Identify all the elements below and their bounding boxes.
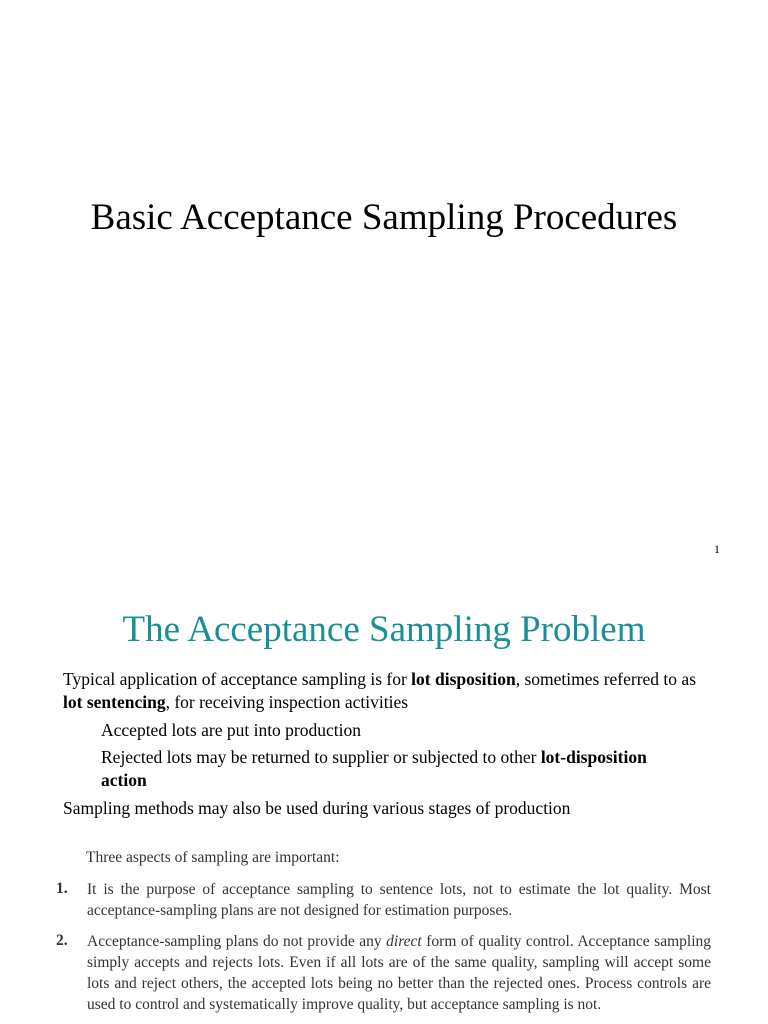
intro-text-3: , for receiving inspection activities — [165, 692, 409, 712]
intro-text-2: , sometimes referred to as — [515, 669, 696, 689]
slide-1-title: Basic Acceptance Sampling Procedures — [90, 197, 678, 238]
rejected-bold-action: lot-disposition action — [101, 747, 647, 790]
accepted-lots-bullet: Accepted lots are put into production — [101, 720, 361, 740]
slide-2 — [0, 580, 768, 1024]
sampling-methods-paragraph: Sampling methods may also be used during various stages of production — [63, 798, 571, 818]
intro-bold-lot-sentencing: lot sentencing — [63, 692, 166, 712]
aspects-intro: Three aspects of sampling are important: — [86, 849, 340, 866]
list-text-2-part-1: Acceptance-sampling plans do not provide any — [87, 933, 387, 950]
intro-paragraph — [63, 668, 703, 714]
intro-bold-lot-disposition: lot disposition — [411, 669, 516, 689]
list-text-2 — [87, 931, 711, 1015]
list-text-1: It is the purpose of acceptance sampling to sentence lots, not to estimate the lot quality. Most acceptance-sampling plans are not designed for estimation purposes. — [87, 881, 711, 919]
list-number-1: 1. — [56, 880, 68, 897]
rejected-lots-bullet — [101, 746, 661, 792]
list-item-1 — [56, 879, 711, 921]
intro-text-1: Typical application of acceptance sampling is for — [63, 669, 412, 689]
page-number: 1 — [714, 542, 720, 556]
list-item-2 — [56, 931, 711, 1015]
list-number-2: 2. — [56, 932, 68, 949]
list-text-2-italic-direct: direct — [386, 933, 422, 950]
list-text-2-part-2: form of quality control. Acceptance sampling simply accepts and rejects lots. Even if all lots are of the same quality, sampling will accept some lots and reject others, the accepted lots being no better than the rejected ones. Process controls are used to control and systematically improve quality, but acceptance sampling is not. — [87, 933, 711, 1013]
rejected-text: Rejected lots may be returned to supplier or subjected to other — [101, 747, 541, 767]
slide-2-title: The Acceptance Sampling Problem — [122, 609, 646, 650]
